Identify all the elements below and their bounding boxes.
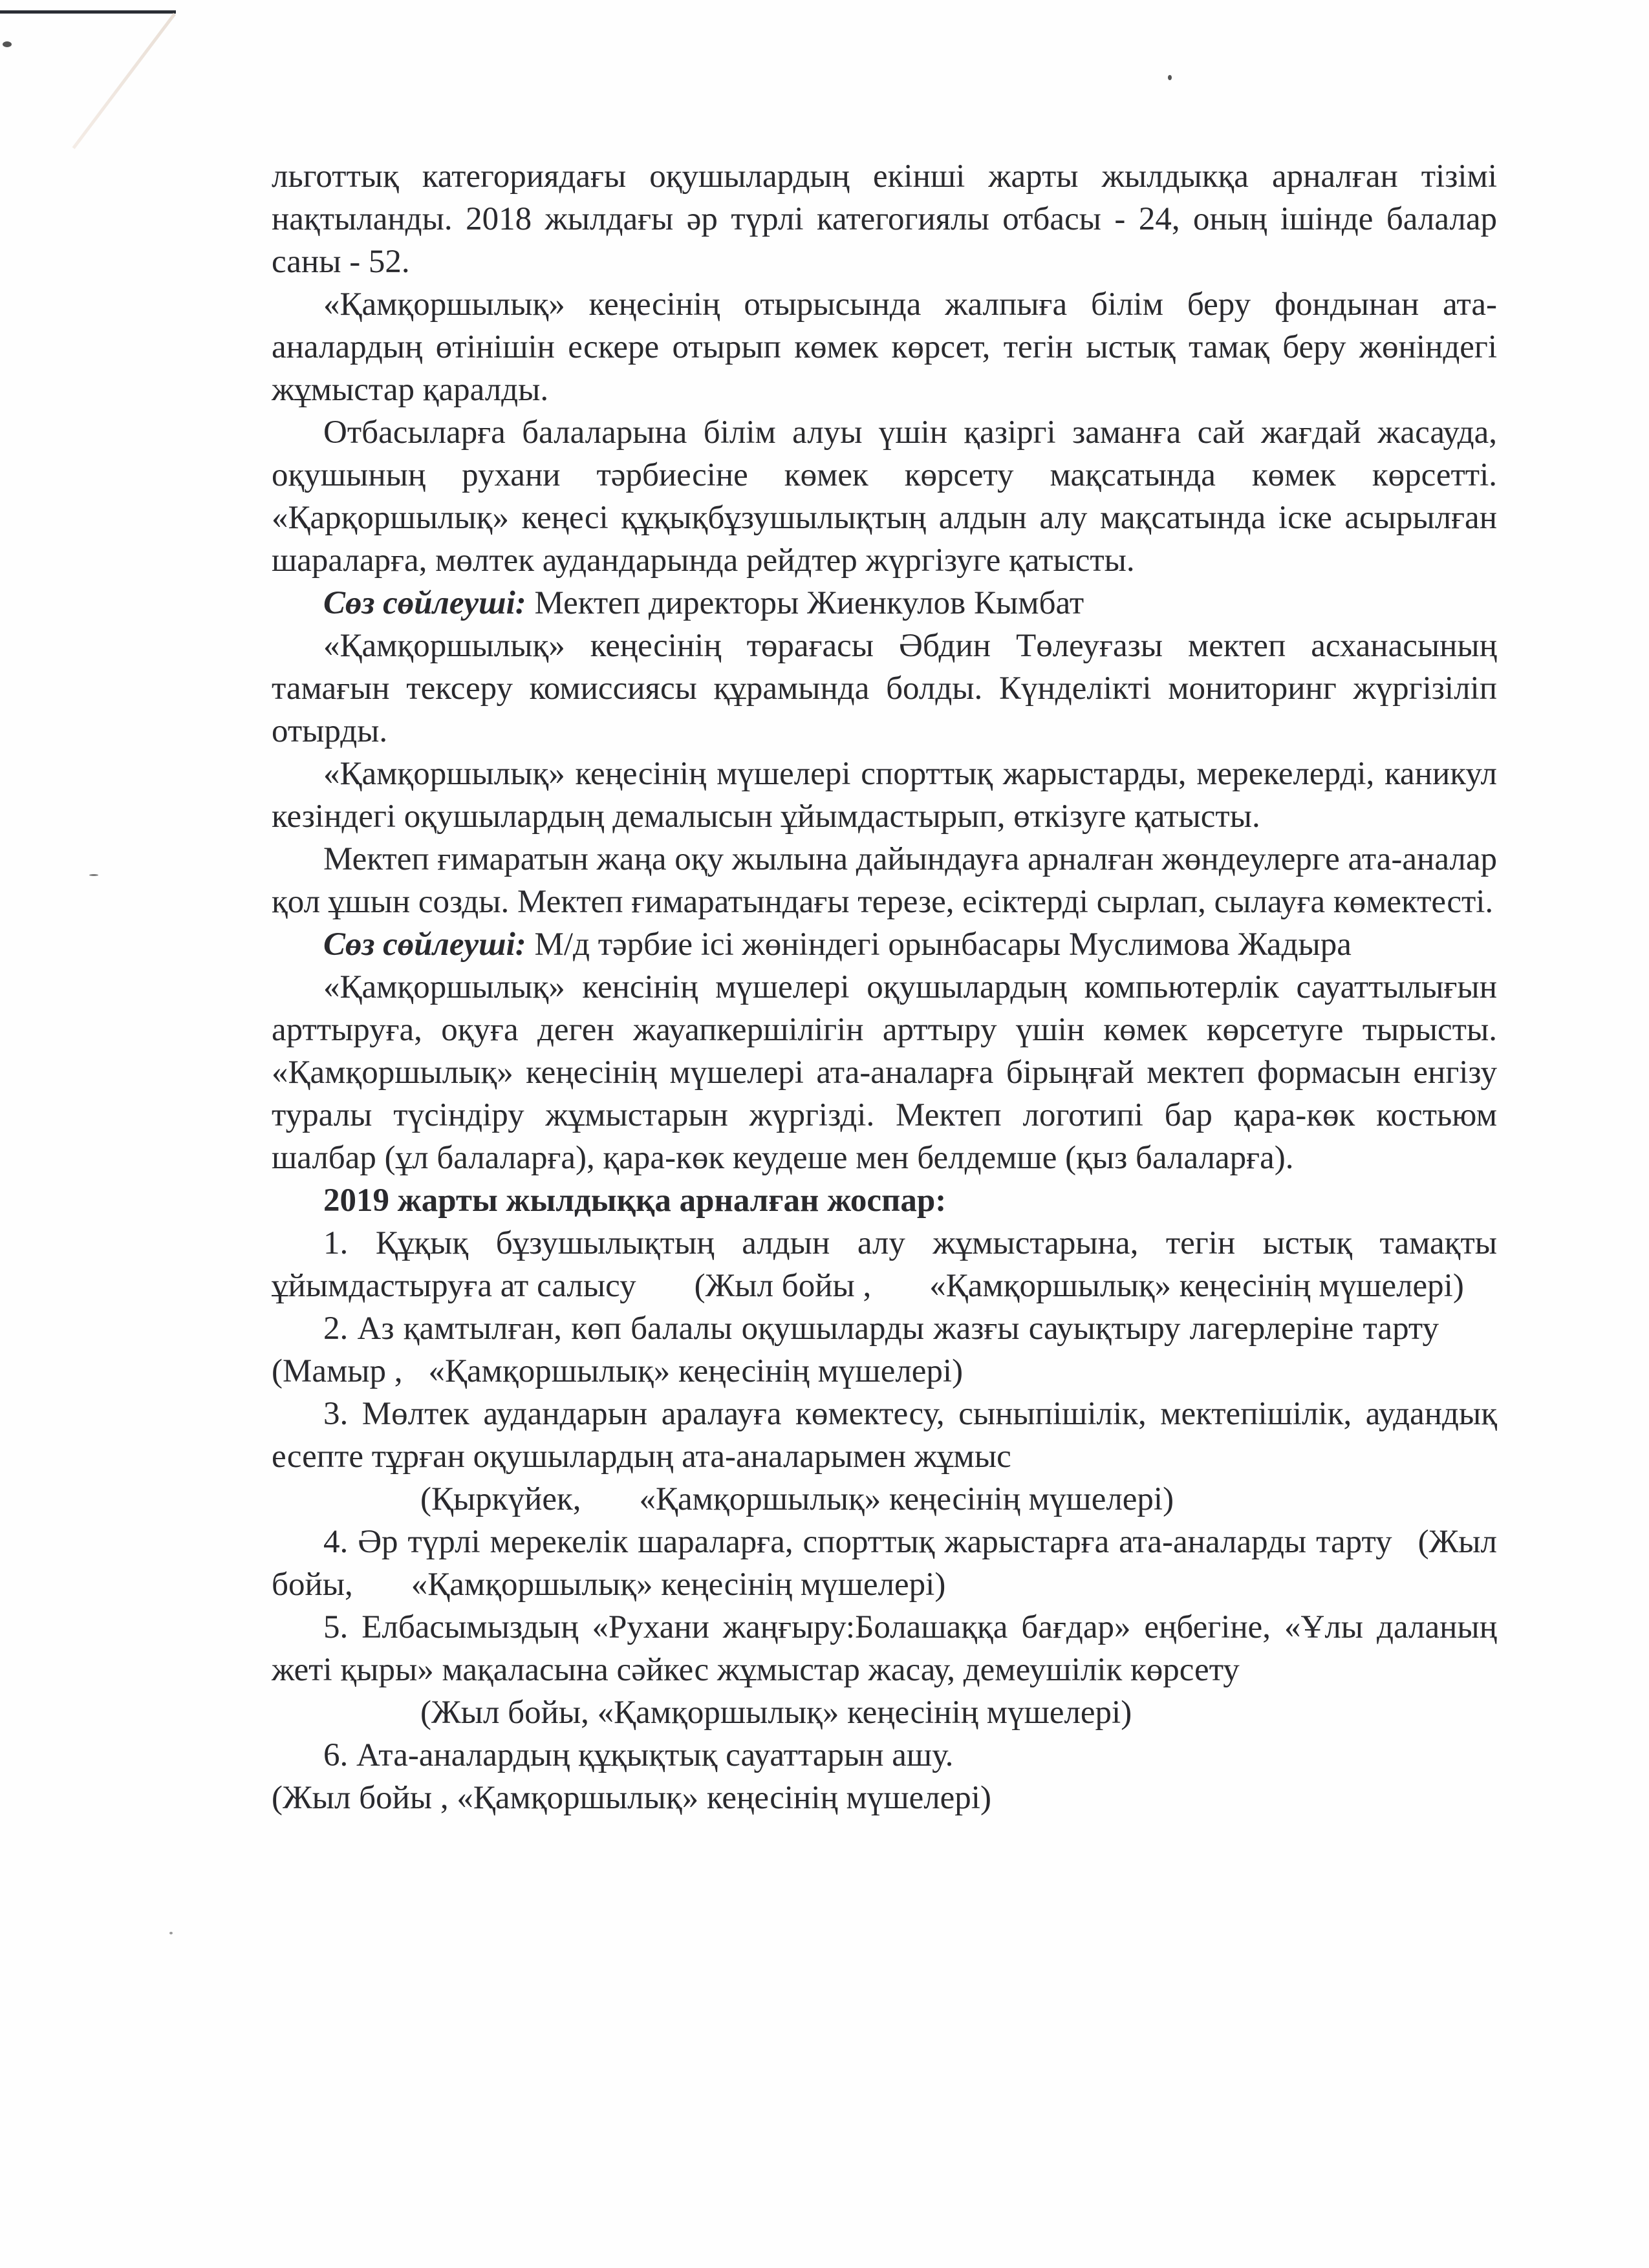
plan-item-responsible: «Қамқоршылық» кеңесінің мүшелері): [639, 1481, 1174, 1517]
plan-item-text: Елбасымыздың «Рухани жаңғыру:Болашаққа бағдар» еңбегіне, «Ұлы даланың жеті қыры» мақаласына сәйкес жұмыстар жасау, демеушілік көрсету: [272, 1609, 1497, 1688]
plan-item-5: [272, 1606, 1497, 1734]
plan-item-6: [272, 1734, 1497, 1819]
plan-item-text: Аз қамтылған, көп балалы оқушыларды жазғы сауықтыру лагерлеріне тарту: [357, 1311, 1439, 1347]
scan-speck: [3, 41, 12, 47]
speaker-1-name: Мектеп директоры Жиенкулов Кымбат: [526, 585, 1084, 621]
plan-item-meta: [272, 1478, 1497, 1521]
plan-item-number: 5.: [323, 1609, 349, 1645]
scan-speck: [1168, 75, 1172, 80]
plan-item-responsible: «Қамқоршылық» кеңесінің мүшелері): [457, 1780, 991, 1816]
scan-edge-artifact: [0, 10, 176, 14]
plan-item-responsible: «Қамқоршылық» кеңесінің мүшелері): [597, 1695, 1132, 1731]
speaker-1-label: Сөз сөйлеуші:: [323, 585, 526, 621]
plan-item-3: [272, 1393, 1497, 1521]
plan-item-term: (Жыл бойы ,: [272, 1780, 449, 1816]
plan-item-number: 1.: [323, 1225, 349, 1261]
plan-item-number: 2.: [323, 1311, 349, 1347]
plan-item-1: [272, 1222, 1497, 1307]
paragraph-2: «Қамқоршылық» кеңесінің отырысында жалпыға білім беру фондынан ата-аналардың өтінішін ескере отырып көмек көрсет, тегін ыстық тамақ беру жөніндегі жұмыстар қаралды.: [272, 286, 1497, 408]
plan-item-text: Әр түрлі мерекелік шараларға, спорттық жарыстарға ата-аналарды тарту: [358, 1524, 1392, 1560]
paragraph-6: Мектеп ғимаратын жаңа оқу жылына дайындауға арналған жөндеулерге ата-аналар қол ұшын созды. Мектеп ғимаратындағы терезе, есіктерді сырлап, сылауға көмектесті.: [272, 841, 1497, 920]
plan-item-responsible: «Қамқоршылық» кеңесінің мүшелері): [929, 1268, 1464, 1304]
speaker-1-line: [272, 582, 1497, 625]
plan-item-meta: [272, 1691, 1497, 1734]
paragraph-1: льготтық категориядағы оқушылардың екінші жарты жылдыкқа арналған тізімі нақтыланды. 2018 жылдағы әр түрлі категогиялы отбасы - 24, оның ішінде балалар саны - 52.: [272, 158, 1497, 280]
folded-corner-artifact: [72, 13, 176, 149]
scan-speck: [169, 1932, 173, 1934]
plan-item-2: [272, 1307, 1497, 1393]
plan-item-meta: [272, 1777, 1497, 1819]
speaker-2-line: [272, 923, 1497, 966]
plan-item-number: 6.: [323, 1737, 349, 1773]
plan-item-term: (Мамыр ,: [272, 1353, 403, 1389]
plan-item-text: Ата-аналардың құқықтық сауаттарын ашу.: [356, 1737, 954, 1773]
paragraph-5: «Қамқоршылық» кеңесінің мүшелері спорттық жарыстарды, мерекелерді, каникул кезіндегі оқушылардың демалысын ұйымдастырып, өткізуге қатысты.: [272, 756, 1497, 835]
plan-item-term: (Жыл бойы,: [272, 1524, 1498, 1603]
plan-item-number: 3.: [323, 1396, 349, 1432]
speaker-2-name: М/д тәрбие ісі жөніндегі орынбасары Муслимова Жадыра: [526, 926, 1352, 963]
document-body: [272, 155, 1497, 1819]
plan-item-responsible: «Қамқоршылық» кеңесінің мүшелері): [411, 1567, 946, 1603]
speaker-2-label: Сөз сөйлеуші:: [323, 926, 526, 963]
plan-item-term: (Қыркүйек,: [420, 1481, 581, 1517]
plan-item-text: Мөлтек аудандарын аралауға көмектесу, сыныпішілік, мектепішілік, аудандық есепте тұрған оқушылардың ата-аналарымен жұмыс: [272, 1396, 1497, 1475]
paragraph-4: «Қамқоршылық» кеңесінің төрағасы Әбдин Төлеуғазы мектеп асханасының тамағын тексеру комиссиясы құрамында болды. Күнделікті мониторинг жүргізіліп отырды.: [272, 628, 1497, 749]
plan-item-responsible: «Қамқоршылық» кеңесінің мүшелері): [428, 1353, 964, 1389]
plan-item-number: 4.: [323, 1524, 349, 1560]
plan-item-term: (Жыл бойы,: [420, 1695, 589, 1731]
plan-item-text: Құқық бұзушылықтың алдын алу жұмыстарына, тегін ыстық тамақты ұйымдастыруға ат салысу: [272, 1225, 1497, 1304]
plan-heading: 2019 жарты жылдыққа арналған жоспар:: [323, 1182, 947, 1219]
plan-item-term: (Жыл бойы ,: [694, 1268, 872, 1304]
paragraph-7: «Қамқоршылық» кенсінің мүшелері оқушылардың компьютерлік сауаттылығын арттыруға, оқуға деген жауапкершілігін арттыру үшін көмек көрсетуге тырысты. «Қамқоршылық» кеңесінің мүшелері ата-аналарға бірыңғай мектеп формасын енгізу туралы түсіндіру жұмыстарын жүргізді. Мектеп логотипі бар қара-көк костьюм шалбар (ұл балаларға), қара-көк кеудеше мен белдемше (қыз балаларға).: [272, 969, 1497, 1176]
paragraph-3: Отбасыларға балаларына білім алуы үшін қазіргі заманға сай жағдай жасауда, оқушының рухани тәрбиесіне көмек көрсету мақсатында көмек көрсетті. «Қарқоршылық» кеңесі құқықбұзушылықтың алдын алу мақсатында іске асырылған шараларға, мөлтек аудандарында рейдтер жүргізуге қатысты.: [272, 414, 1497, 579]
plan-item-4: [272, 1521, 1497, 1606]
scan-speck: [89, 874, 98, 876]
